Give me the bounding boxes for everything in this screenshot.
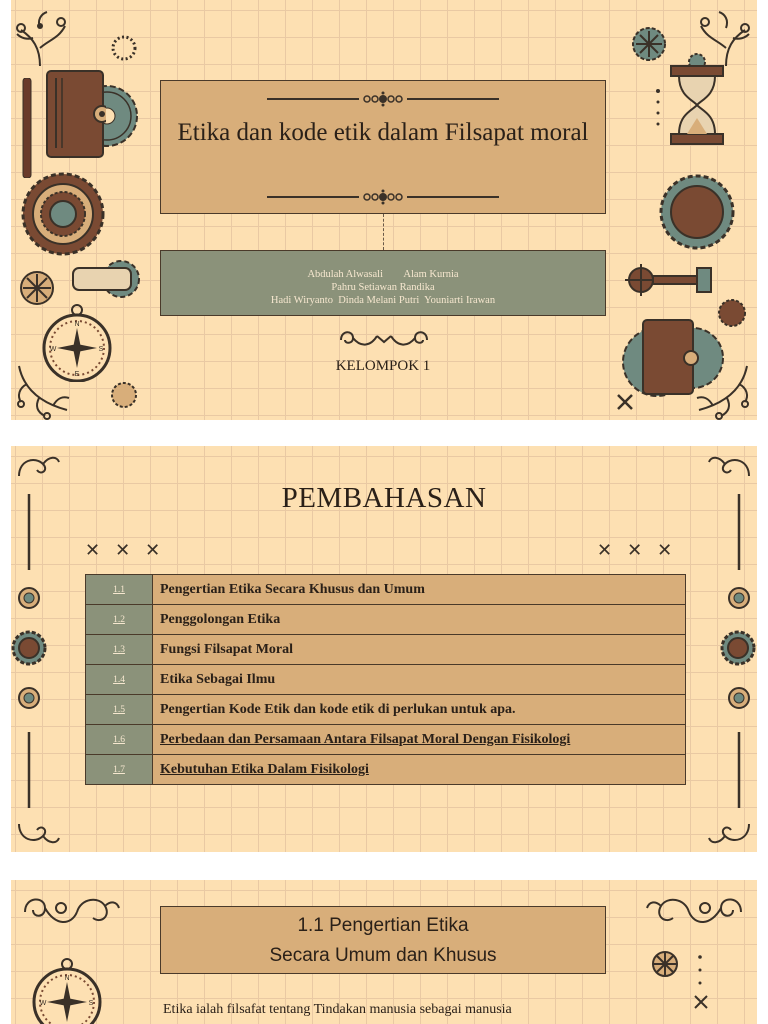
svg-text:W: W [49,346,57,353]
toc-row[interactable] [86,755,686,785]
slide-title [11,0,757,420]
definition-title-line: 1.1 Pengertian Etika [297,915,469,936]
toc-number[interactable]: 1.3 [86,635,153,665]
toc-label-link[interactable]: Kebutuhan Etika Dalam Fisikologi [153,755,686,785]
presentation-title: Etika dan kode etik dalam Filsapat moral [177,119,589,146]
gear-icon [659,174,735,250]
svg-text:E: E [74,371,80,378]
toc-label: Pengertian Kode Etik dan kode etik di perlukan untuk apa. [153,695,686,725]
sparkle-icon: ✕✕✕ [597,540,688,560]
toc-label: Pengertian Etika Secara Khusus dan Umum [153,575,686,605]
gear-icon [17,686,41,710]
svg-text:W: W [39,1000,47,1007]
dashed-connector [383,214,384,250]
toc-table [85,574,686,785]
flourish-icon [707,820,753,850]
toc-number[interactable]: 1.7 [86,755,153,785]
toc-number[interactable]: 1.5 [86,695,153,725]
toc-row[interactable] [86,695,686,725]
toc-label: Penggolongan Etika [153,605,686,635]
svg-text:N: N [74,321,80,328]
gear-icon [727,586,751,610]
toc-row[interactable] [86,725,686,755]
section-heading: PEMBAHASAN [281,482,487,514]
ornament-divider-icon [161,189,605,205]
toc-row[interactable] [86,635,686,665]
toc-number[interactable]: 1.1 [86,575,153,605]
svg-text:N: N [64,975,70,982]
slide-toc [11,446,757,852]
svg-text:S: S [98,346,104,353]
member-line: Abdulah Alwasali Alam Kurnia [307,269,459,280]
capsule-gear-icon [71,258,141,300]
flourish-icon [15,820,61,850]
definition-body: Etika ialah filsafat tentang Tindakan manusia sebagai manusia [163,1002,512,1017]
definition-title-panel [160,906,606,974]
book-gear-icon [615,318,725,398]
gear-icon [17,586,41,610]
dots-icon [697,954,703,988]
toc-label: Fungsi Filsapat Moral [153,635,686,665]
compass-icon [31,956,103,1024]
flourish-icon [645,890,745,934]
toc-number[interactable]: 1.4 [86,665,153,695]
slide-definition [11,880,757,1024]
definition-title-line: Secara Umum dan Khusus [269,945,497,966]
gear-icon [11,630,47,666]
toc-number[interactable]: 1.6 [86,725,153,755]
gear-icon [720,630,756,666]
sparkle-icon [615,392,635,412]
dotted-ring-icon [109,33,139,63]
flourish-icon [707,450,753,480]
gear-icon [21,172,105,256]
corner-flourish-icon [13,8,67,68]
title-panel [160,80,606,214]
key-icon [623,262,715,298]
sparkle-icon [693,994,709,1010]
rail-line-icon [737,732,741,808]
gear-icon [727,686,751,710]
group-label: KELOMPOK 1 [335,358,431,374]
gear-icon [109,380,139,410]
members-panel [160,250,606,316]
sparkle-icon: ✕✕✕ [85,540,176,560]
sparkle-gear-icon [631,26,667,62]
hourglass-icon [667,52,727,148]
rail-line-icon [27,732,31,808]
toc-row[interactable] [86,665,686,695]
flourish-icon [21,890,121,934]
toc-row[interactable] [86,605,686,635]
flourish-icon [337,326,431,350]
sparkle-gear-icon [651,950,679,978]
toc-row[interactable] [86,575,686,605]
svg-text:S: S [88,1000,94,1007]
sparkle-gear-icon [19,270,55,306]
toc-label-link[interactable]: Perbedaan dan Persamaan Antara Filsapat Moral Dengan Fisikologi [153,725,686,755]
book-icon [44,68,106,160]
member-line: Pahru Setiawan Randika [331,282,435,293]
ornament-divider-icon [161,91,605,107]
toc-number[interactable]: 1.2 [86,605,153,635]
member-line: Hadi Wiryanto Dinda Melani Putri Youniarti Irawan [270,295,496,306]
toc-label: Etika Sebagai Ilmu [153,665,686,695]
compass-icon [41,302,113,382]
dots-icon [655,88,661,132]
rod-icon [21,78,33,178]
flourish-icon [15,450,61,480]
